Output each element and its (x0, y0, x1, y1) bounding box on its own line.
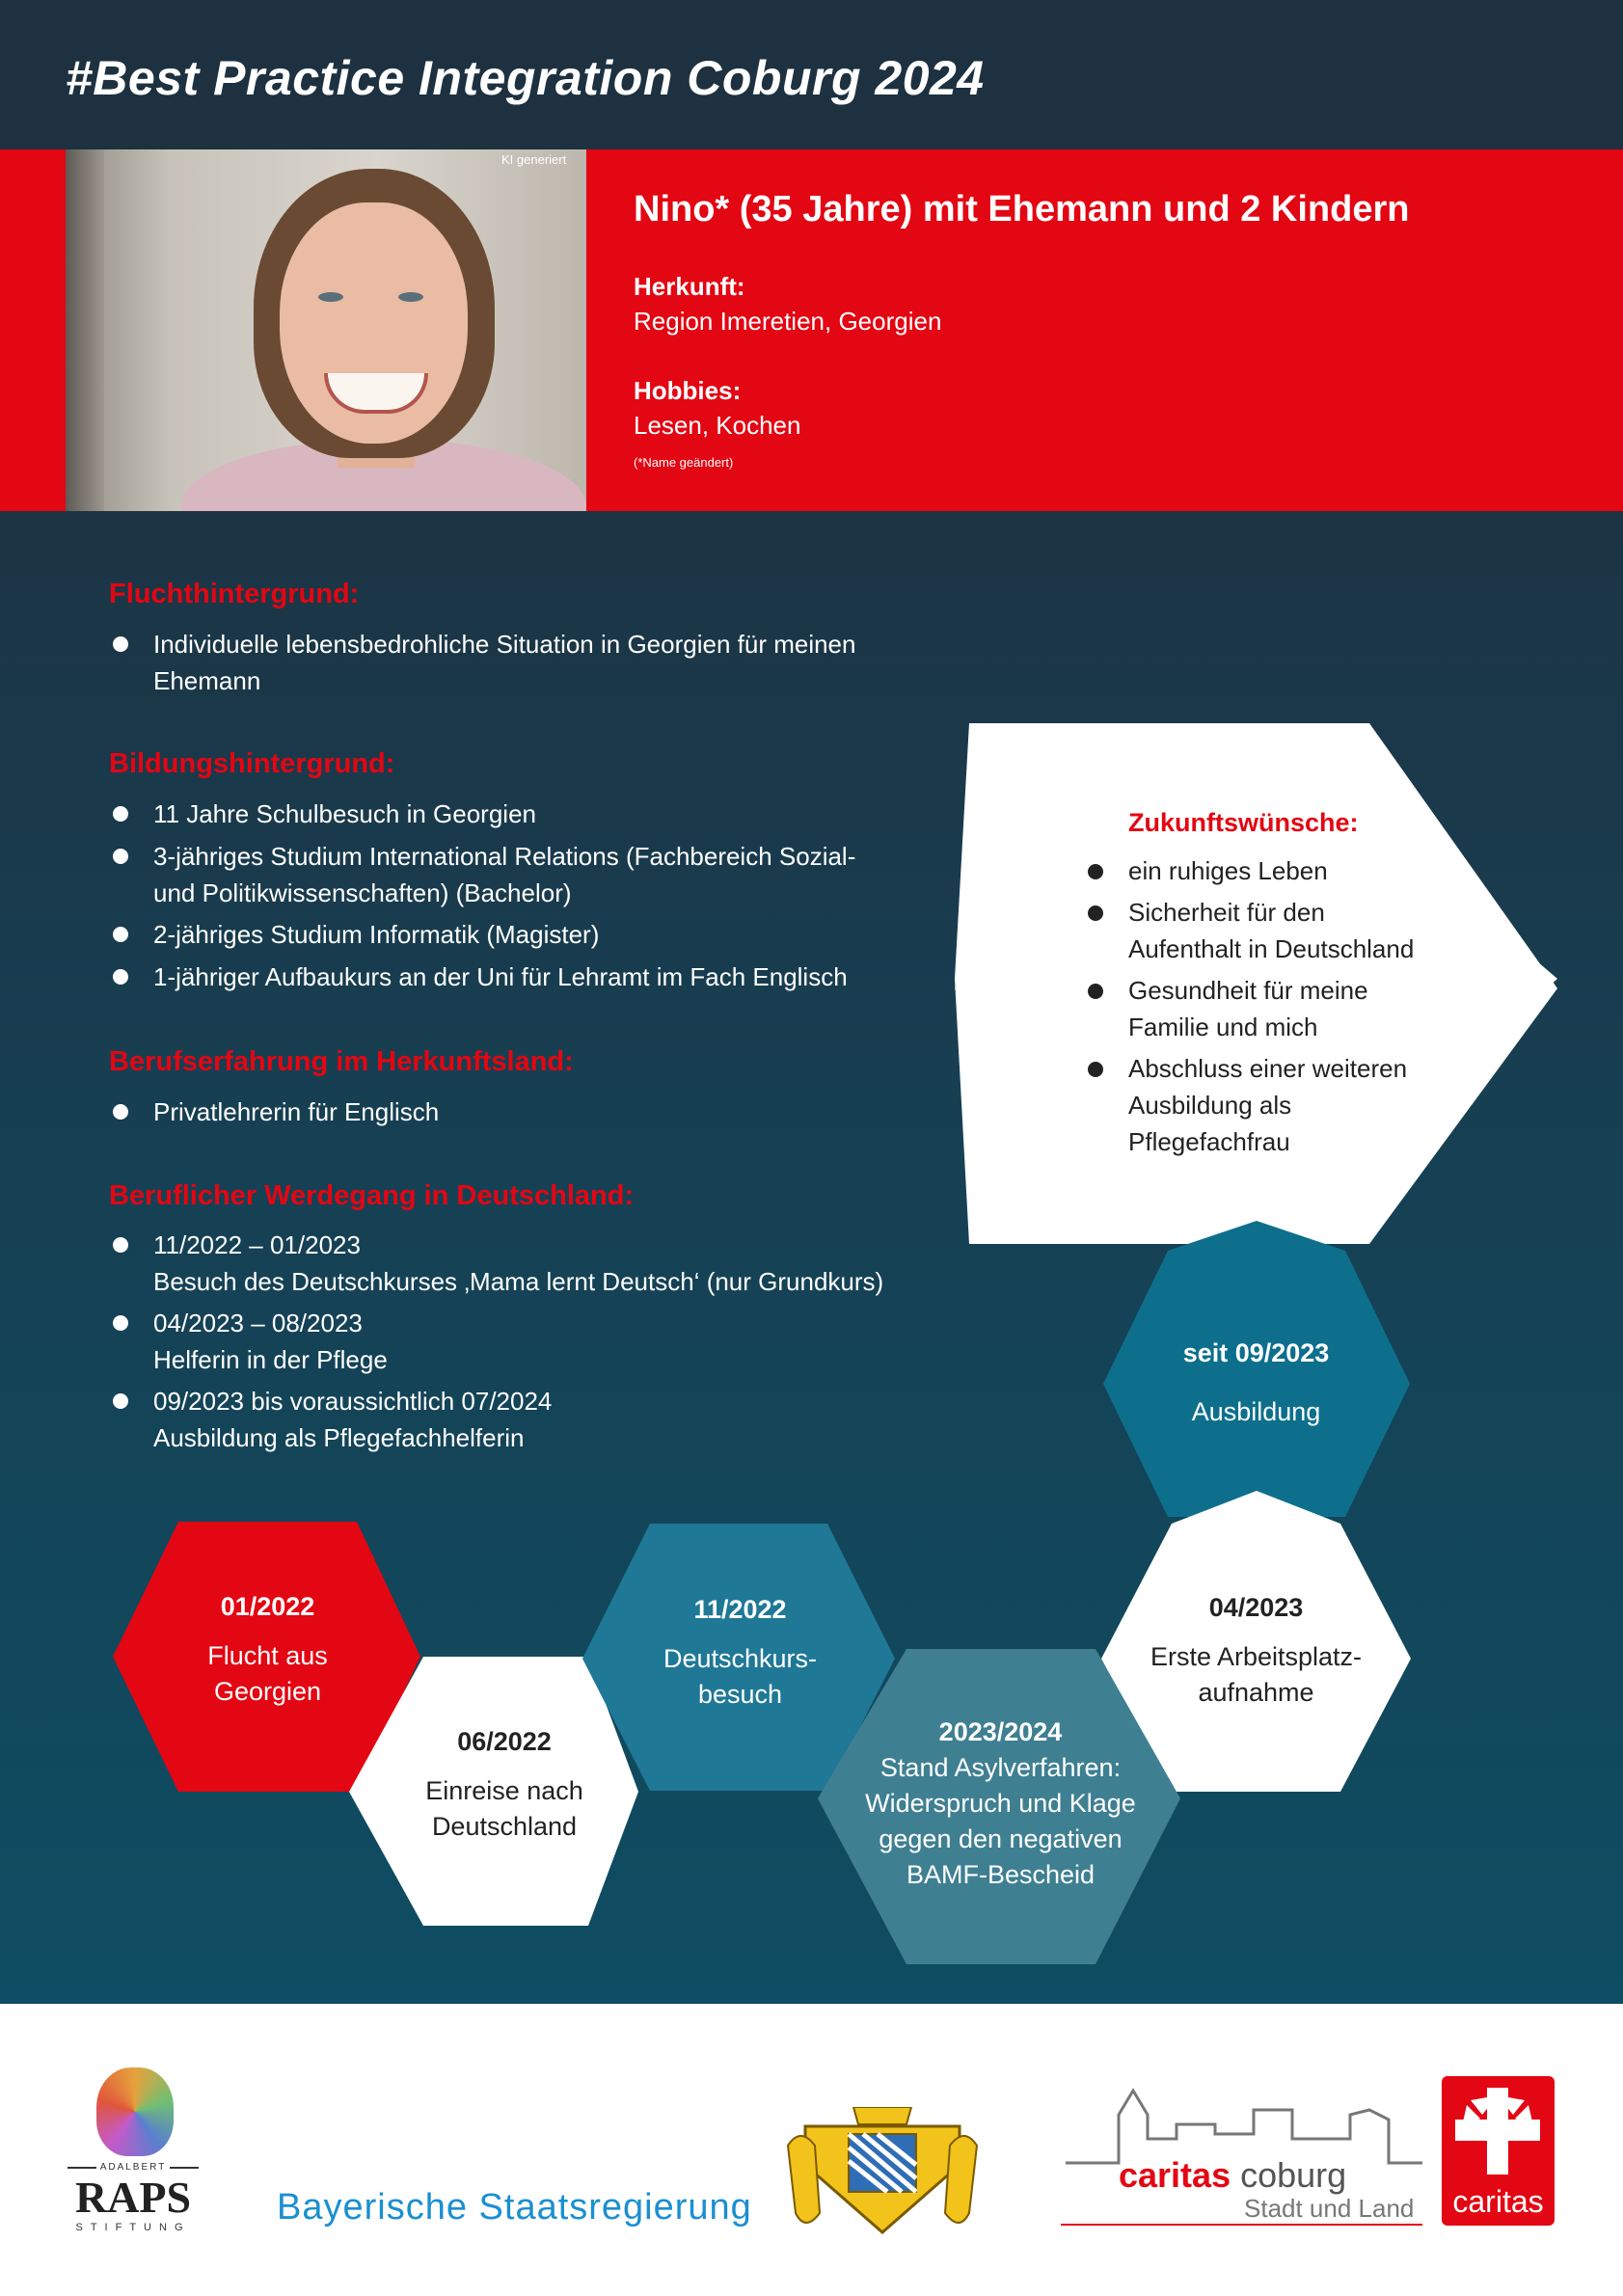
wish-line: Pflegefachfrau (1128, 1127, 1290, 1156)
raps-small-text: ADALBERT (99, 2162, 167, 2173)
coburg-word: coburg (1240, 2155, 1347, 2195)
beruf-herkunft-heading: Berufserfahrung im Herkunftsland: (109, 1046, 574, 1077)
timeline-item-2023-2024 (839, 1715, 1162, 1893)
raps-big-text: RAPS (74, 2173, 192, 2222)
timeline-date: 11/2022 (693, 1595, 787, 1624)
caritas-logo (1442, 2076, 1555, 2226)
timeline-text: Georgien (213, 1677, 322, 1706)
caritas-underline (1061, 2224, 1422, 2226)
timeline-text: Erste Arbeitsplatz- (1150, 1642, 1363, 1671)
wish-line: Familie und mich (1128, 1013, 1318, 1041)
name-footnote: (*Name geändert) (634, 455, 734, 470)
wishes-heading: Zukunftswünsche: (1128, 808, 1359, 837)
bullet-icon (1088, 905, 1103, 921)
werdegang-line: Helferin in der Pflege (153, 1345, 388, 1374)
werdegang-line: 11/2022 – 01/2023 (153, 1230, 361, 1259)
timeline-text: Flucht aus (207, 1641, 328, 1670)
timeline-text: Ausbildung (1191, 1397, 1321, 1426)
timeline-text: gegen den negativen (879, 1824, 1123, 1853)
bullet-icon (1088, 984, 1103, 999)
raps-stiftung-logo (66, 2064, 201, 2237)
bildung-line: 2-jähriges Studium Informatik (Magister) (153, 920, 600, 949)
wish-line: Abschluss einer weiteren (1128, 1054, 1408, 1083)
timeline-item-seit-09-2023 (1123, 1336, 1389, 1430)
bildung-line: 11 Jahre Schulbesuch in Georgien (153, 799, 536, 828)
werdegang-line: 09/2023 bis voraussichtlich 07/2024 (153, 1387, 553, 1416)
caritas-flame-cross-icon (1442, 2076, 1555, 2187)
caritas-coburg-wordmark (1119, 2155, 1346, 2196)
flucht-heading: Fluchthintergrund: (109, 579, 360, 609)
bildung-line: und Politikwissenschaften) (Bachelor) (153, 878, 572, 907)
hobbies-label: Hobbies: (634, 376, 742, 405)
timeline-date: 04/2023 (1208, 1593, 1304, 1622)
timeline-date: seit 09/2023 (1182, 1338, 1330, 1367)
bullet-icon (1088, 1062, 1103, 1077)
bavarian-coat-of-arms-icon (786, 2107, 979, 2242)
bayerische-staatsregierung-text: Bayerische Staatsregierung (277, 2187, 752, 2228)
timeline-text: Deutschkurs- (663, 1644, 818, 1673)
bildung-line: 1-jähriger Aufbaukurs an der Uni für Lehramt im Fach Englisch (153, 962, 848, 991)
werdegang-line: 04/2023 – 08/2023 (153, 1309, 363, 1337)
timeline-item-04-2023 (1123, 1590, 1389, 1711)
beruf-herkunft-line: Privatlehrerin für Englisch (153, 1097, 440, 1126)
hobbies-value: Lesen, Kochen (634, 411, 801, 440)
wish-line: Ausbildung als (1128, 1091, 1292, 1120)
timeline-text: Deutschland (431, 1812, 578, 1841)
herkunft-label: Herkunft: (634, 272, 745, 301)
timeline-text: aufnahme (1198, 1678, 1314, 1707)
flucht-line: Individuelle lebensbedrohliche Situation in Georgien für meinen (153, 630, 856, 659)
herkunft-value: Region Imeretien, Georgien (634, 307, 942, 336)
timeline-date: 2023/2024 (938, 1717, 1063, 1746)
ki-generated-tag: KI generiert (501, 152, 567, 167)
wish-line: ein ruhiges Leben (1128, 856, 1328, 885)
wish-line: Sicherheit für den (1128, 898, 1325, 927)
timeline-item-11-2022 (608, 1592, 873, 1713)
timeline-text: BAMF-Bescheid (906, 1860, 1096, 1889)
caritas-word: caritas (1119, 2155, 1231, 2195)
timeline-text: Stand Asylverfahren: (879, 1753, 1122, 1782)
wish-line: Aufenthalt in Deutschland (1128, 934, 1415, 963)
werdegang-heading: Beruflicher Werdegang in Deutschland: (109, 1180, 635, 1211)
bildung-line: 3-jähriges Studium International Relations (Fachbereich Sozial- (153, 842, 856, 871)
flucht-line: Ehemann (153, 666, 261, 695)
caritas-logo-word: caritas (1452, 2184, 1544, 2219)
timeline-item-01-2022 (135, 1589, 400, 1710)
caritas-subtitle: Stadt und Land (1244, 2194, 1415, 2223)
raps-stiftung-text: STIFTUNG (75, 2222, 191, 2233)
bullet-icon (1088, 864, 1103, 879)
werdegang-line: Besuch des Deutschkurses ‚Mama lernt Deutsch‘ (nur Grundkurs) (153, 1267, 884, 1296)
wish-line: Gesundheit für meine (1128, 976, 1368, 1005)
timeline-date: 01/2022 (220, 1592, 315, 1621)
werdegang-line: Ausbildung als Pflegefachhelferin (153, 1423, 525, 1452)
timeline-date: 06/2022 (457, 1727, 552, 1756)
bildung-heading: Bildungshintergrund: (109, 748, 395, 779)
page-title: #Best Practice Integration Coburg 2024 (66, 51, 985, 105)
timeline-text: besuch (697, 1680, 783, 1709)
timeline-item-06-2022 (374, 1724, 635, 1845)
timeline-text: Widerspruch und Klage (865, 1789, 1136, 1818)
timeline-text: Einreise nach (425, 1776, 583, 1805)
raps-head-icon (96, 2067, 174, 2156)
person-name: Nino* (35 Jahre) mit Ehemann und 2 Kindern (634, 189, 1410, 230)
